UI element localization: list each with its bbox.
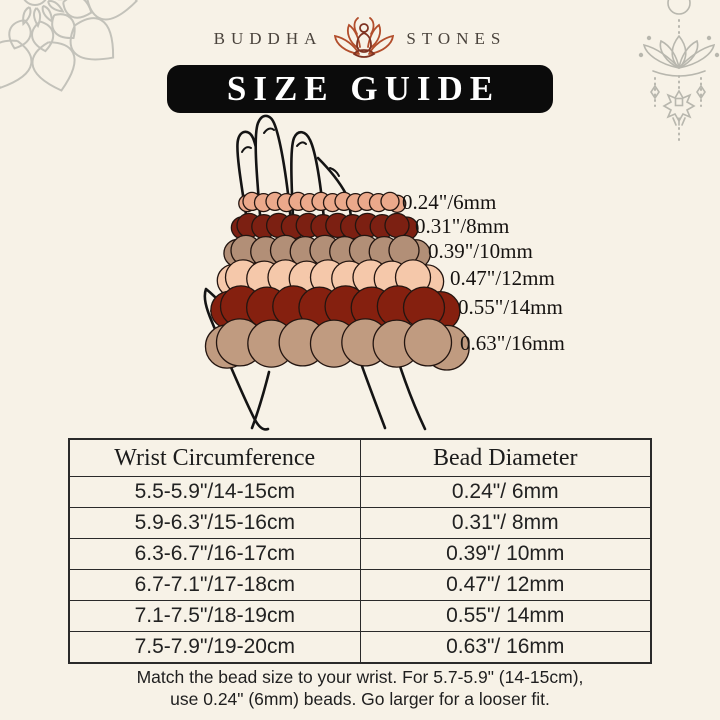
table-cell: 0.31"/ 8mm: [360, 508, 651, 539]
bead-size-label: 0.63"/16mm: [460, 331, 565, 355]
size-guide-title: SIZE GUIDE: [226, 69, 501, 108]
lotus-meditation-icon: [331, 16, 397, 62]
table-cell: 7.1-7.5"/18-19cm: [69, 601, 360, 632]
table-row: [69, 601, 651, 632]
table-cell: 0.39"/ 10mm: [360, 539, 651, 570]
table-cell: 6.7-7.1"/17-18cm: [69, 570, 360, 601]
bead-size-label: 0.31"/8mm: [415, 214, 510, 238]
brand-name-left: BUDDHA: [213, 29, 323, 48]
bracelet-bead: [405, 319, 452, 366]
bead-size-label: 0.55"/14mm: [458, 295, 563, 319]
table-cell: 7.5-7.9"/19-20cm: [69, 632, 360, 664]
table-row: [69, 508, 651, 539]
bead-size-label: 0.47"/12mm: [450, 266, 555, 290]
mandala-petal: [50, 0, 69, 1]
bracelet-bead: [385, 213, 409, 237]
table-row: [69, 570, 651, 601]
bead-size-label: 0.24"/6mm: [402, 190, 497, 214]
bracelet-bead: [381, 192, 399, 210]
size-guide-banner: [167, 65, 553, 113]
fit-note: [0, 667, 720, 710]
table-cell: 5.5-5.9"/14-15cm: [69, 477, 360, 508]
table-cell: 0.47"/ 12mm: [360, 570, 651, 601]
table-row: [69, 477, 651, 508]
header-bead-diameter: Bead Diameter: [360, 439, 651, 477]
mandala-petal: [46, 0, 64, 14]
fit-note-line1: Match the bead size to your wrist. For 5.7-5.9" (14-15cm),: [136, 667, 584, 687]
table-cell: 6.3-6.7"/16-17cm: [69, 539, 360, 570]
bracelet-size-diagram: [140, 110, 590, 440]
header-wrist-circumference: Wrist Circumference: [69, 439, 360, 477]
brand-logo: [0, 14, 720, 64]
brand-name-right: STONES: [406, 29, 507, 48]
bead-size-label: 0.39"/10mm: [428, 239, 533, 263]
table-cell: 0.55"/ 14mm: [360, 601, 651, 632]
table-cell: 0.24"/ 6mm: [360, 477, 651, 508]
table-row: [69, 539, 651, 570]
table-row: [69, 632, 651, 664]
table-cell: 5.9-6.3"/15-16cm: [69, 508, 360, 539]
fit-note-line2: use 0.24" (6mm) beads. Go larger for a looser fit.: [170, 688, 550, 709]
size-chart-table: [68, 438, 652, 664]
table-header-row: [69, 439, 651, 477]
table-cell: 0.63"/ 16mm: [360, 632, 651, 664]
